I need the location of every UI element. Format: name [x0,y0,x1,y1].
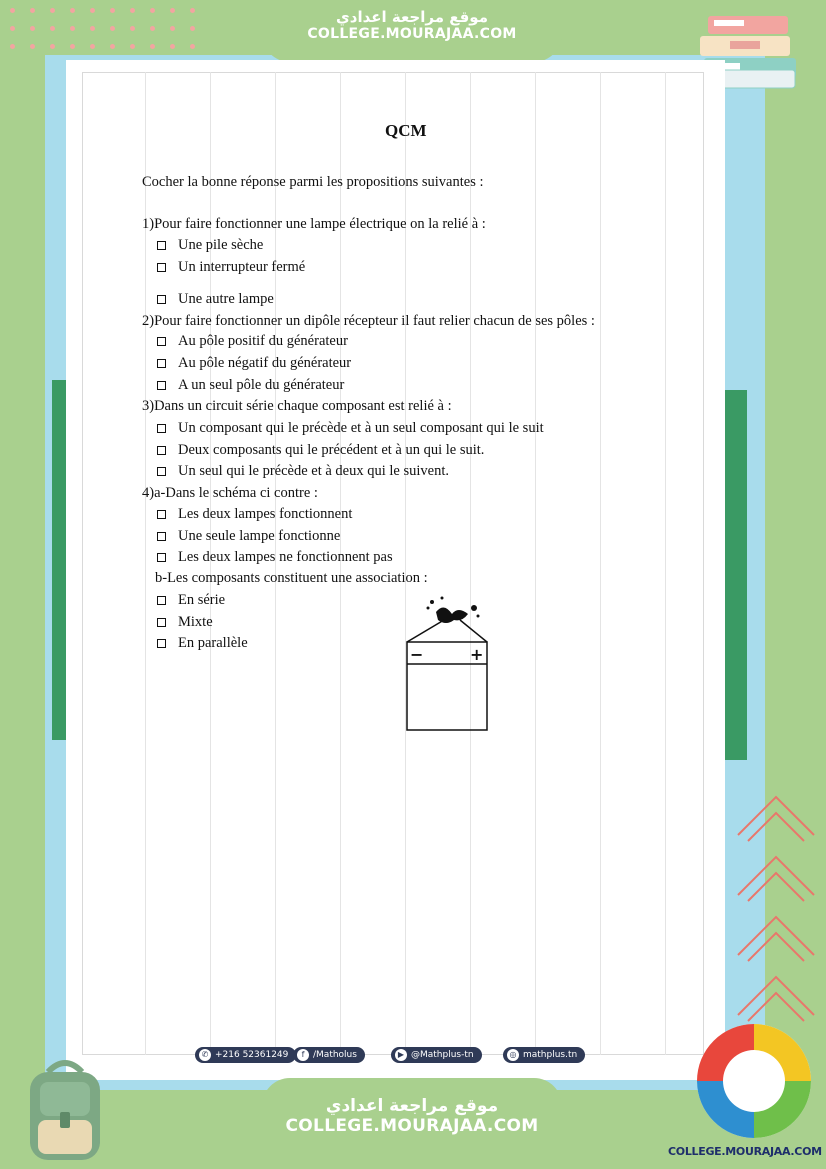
battery-minus: − [410,645,424,664]
checkbox-q1-c[interactable] [157,295,166,304]
site-logo-icon [695,1022,813,1140]
social-whatsapp[interactable]: ✆ +216 52361249 [195,1047,296,1063]
checkbox-q2-c[interactable] [157,381,166,390]
logo-text: COLLEGE.MOURAJAA.COM [668,1145,822,1158]
option-q3-b: Deux composants qui le précédent et à un qui le suit. [178,442,485,458]
option-q1-a: Une pile sèche [178,237,264,253]
question-1: 1)Pour faire fonctionner une lampe électrique on la relié à : [142,216,486,232]
frame-accent-right [725,390,747,760]
option-q2-b: Au pôle négatif du générateur [178,355,352,371]
checkbox-q3-b[interactable] [157,446,166,455]
footer-site-url[interactable]: COLLEGE.MOURAJAA.COM [285,1116,539,1136]
question-2: 2)Pour faire fonctionner un dipôle récepteur il faut relier chacun de ses pôles : [142,313,595,329]
question-4b: b-Les composants constituent une association : [155,570,428,586]
checkbox-q1-a[interactable] [157,241,166,250]
option-q3-a: Un composant qui le précède et à un seul composant qui le suit [178,420,544,436]
option-q4a-c: Les deux lampes ne fonctionnent pas [178,549,393,565]
option-q4b-b: Mixte [178,614,213,630]
social-website[interactable]: ◎ mathplus.tn [503,1047,585,1063]
header-site-url[interactable]: COLLEGE.MOURAJAA.COM [307,26,517,42]
circuit-schema [400,592,495,734]
option-q4b-c: En parallèle [178,635,248,651]
decorative-dots [10,8,200,53]
chevron-up-icon [732,795,820,1055]
social-facebook[interactable]: f /Matholus [293,1047,365,1063]
checkbox-q3-a[interactable] [157,424,166,433]
instruction: Cocher la bonne réponse parmi les propositions suivantes : [142,174,484,190]
checkbox-q4b-b[interactable] [157,618,166,627]
option-q4a-a: Les deux lampes fonctionnent [178,506,353,522]
option-q4a-b: Une seule lampe fonctionne [178,528,341,544]
battery-plus: + [470,645,484,664]
checkbox-q4a-a[interactable] [157,510,166,519]
header-site-arabic: موقع مراجعة اعدادي [336,8,488,26]
option-q2-c: A un seul pôle du générateur [178,377,345,393]
frame-accent-left [52,380,66,740]
backpack-icon [18,1058,113,1166]
lamp-icon [427,597,480,624]
facebook-icon: f [297,1049,309,1061]
option-q2-a: Au pôle positif du générateur [178,333,348,349]
checkbox-q1-b[interactable] [157,263,166,272]
youtube-icon: ▶ [395,1049,407,1061]
question-3: 3)Dans un circuit série chaque composant est relié à : [142,398,452,414]
question-4a: 4)a-Dans le schéma ci contre : [142,485,318,501]
checkbox-q4b-c[interactable] [157,639,166,648]
checkbox-q4a-c[interactable] [157,553,166,562]
option-q1-b: Un interrupteur fermé [178,259,306,275]
checkbox-q4b-a[interactable] [157,596,166,605]
option-q1-c: Une autre lampe [178,291,274,307]
checkbox-q4a-b[interactable] [157,532,166,541]
checkbox-q3-c[interactable] [157,467,166,476]
document-title: QCM [385,121,427,140]
social-youtube[interactable]: ▶ @Mathplus-tn [391,1047,482,1063]
footer-banner[interactable] [262,1078,562,1158]
checkbox-q2-b[interactable] [157,359,166,368]
header-banner[interactable] [262,0,562,62]
globe-icon: ◎ [507,1049,519,1061]
option-q4b-a: En série [178,592,226,608]
checkbox-q2-a[interactable] [157,337,166,346]
option-q3-c: Un seul qui le précède et à deux qui le suivent. [178,463,449,479]
whatsapp-icon: ✆ [199,1049,211,1061]
footer-site-arabic: موقع مراجعة اعدادي [325,1096,499,1116]
